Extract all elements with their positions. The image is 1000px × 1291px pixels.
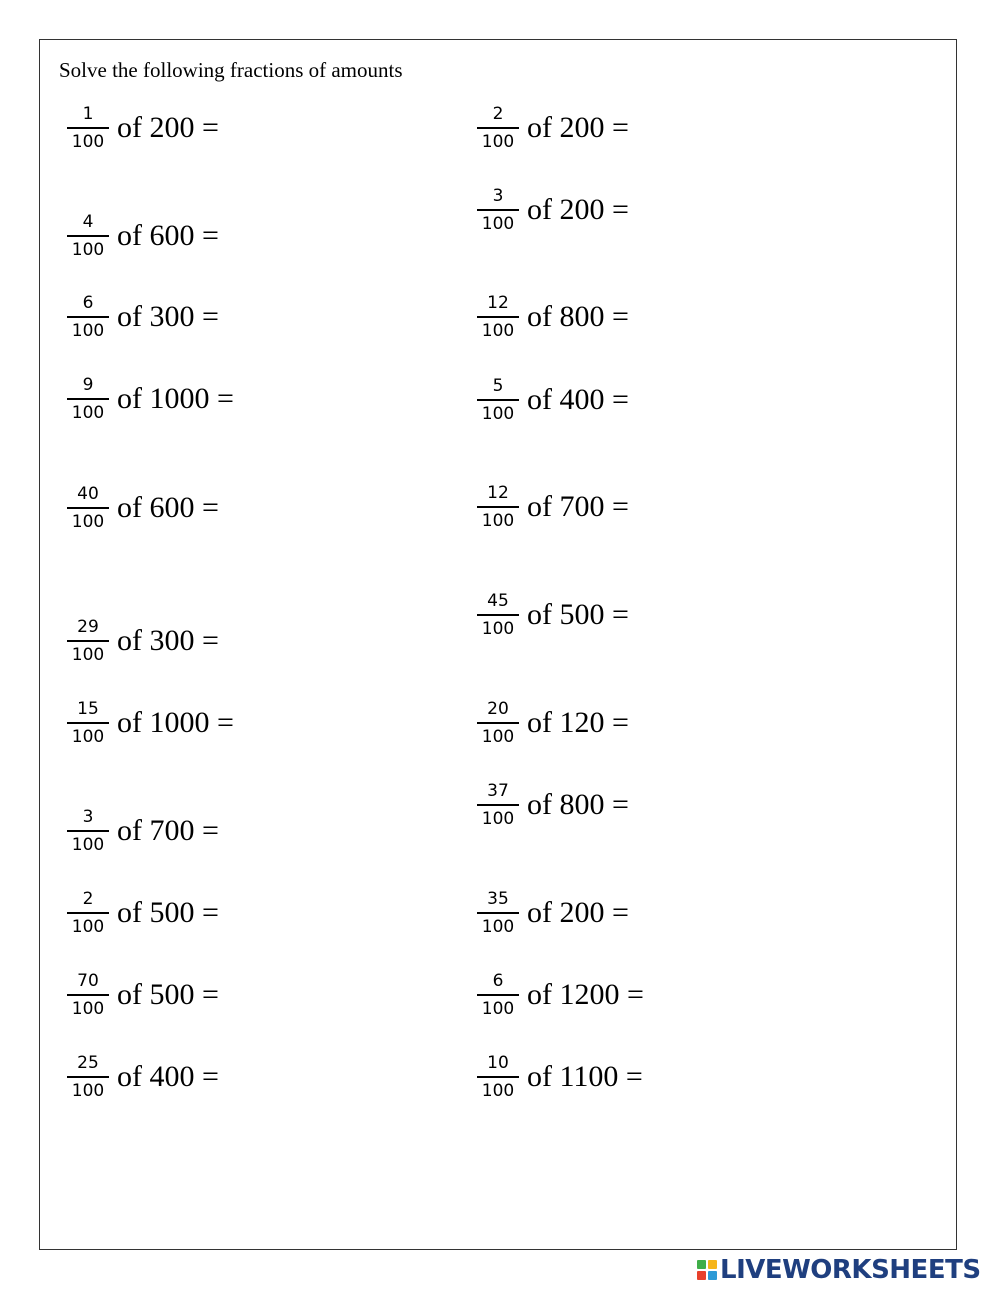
fraction: [477, 1052, 519, 1101]
problem-right-7: [477, 691, 629, 755]
problem-text: of 1100 =: [527, 1060, 643, 1093]
problem-left-4: [67, 367, 234, 431]
fraction: [477, 888, 519, 937]
denominator: 100: [481, 916, 515, 937]
instructions: Solve the following fractions of amounts: [59, 58, 403, 82]
numerator: 1: [82, 103, 94, 124]
numerator: 2: [492, 103, 504, 124]
problem-left-5: [67, 476, 219, 540]
numerator: 35: [487, 888, 509, 909]
numerator: 5: [492, 375, 504, 396]
problem-text: of 500 =: [527, 598, 629, 631]
denominator: 100: [71, 402, 105, 423]
numerator: 37: [487, 780, 509, 801]
problem-right-1: [477, 96, 629, 160]
numerator: 6: [492, 970, 504, 991]
fraction: [67, 211, 109, 260]
problem-left-9: [67, 881, 219, 945]
denominator: 100: [481, 618, 515, 639]
numerator: 29: [77, 616, 99, 637]
problem-text: of 1000 =: [117, 706, 234, 739]
problem-text: of 800 =: [527, 788, 629, 821]
fraction: [477, 185, 519, 234]
numerator: 12: [487, 292, 509, 313]
problem-left-1: [67, 96, 219, 160]
numerator: 20: [487, 698, 509, 719]
problem-left-3: [67, 285, 219, 349]
problem-text: of 300 =: [117, 300, 219, 333]
denominator: 100: [71, 644, 105, 665]
numerator: 12: [487, 482, 509, 503]
fraction: [67, 616, 109, 665]
problem-text: of 400 =: [527, 383, 629, 416]
problem-text: of 400 =: [117, 1060, 219, 1093]
fraction: [67, 103, 109, 152]
problem-text: of 800 =: [527, 300, 629, 333]
fraction: [67, 374, 109, 423]
problem-left-11: [67, 1045, 219, 1109]
problem-text: of 500 =: [117, 896, 219, 929]
denominator: 100: [481, 131, 515, 152]
fraction: [67, 483, 109, 532]
fraction: [477, 375, 519, 424]
problem-right-9: [477, 881, 629, 945]
problem-right-11: [477, 1045, 643, 1109]
numerator: 4: [82, 211, 94, 232]
numerator: 25: [77, 1052, 99, 1073]
denominator: 100: [71, 916, 105, 937]
problem-text: of 120 =: [527, 706, 629, 739]
problem-left-2: [67, 204, 219, 268]
denominator: 100: [71, 131, 105, 152]
problem-text: of 1000 =: [117, 382, 234, 415]
problem-text: of 300 =: [117, 624, 219, 657]
problem-text: of 200 =: [527, 896, 629, 929]
logo-square-red: [697, 1271, 706, 1280]
problem-left-8: [67, 799, 219, 863]
numerator: 6: [82, 292, 94, 313]
problem-text: of 1200 =: [527, 978, 644, 1011]
numerator: 3: [492, 185, 504, 206]
problem-left-6: [67, 609, 219, 673]
fraction: [67, 806, 109, 855]
liveworksheets-logo: [697, 1256, 981, 1284]
problem-text: of 700 =: [117, 814, 219, 847]
numerator: 40: [77, 483, 99, 504]
denominator: 100: [481, 403, 515, 424]
problem-left-7: [67, 691, 234, 755]
fraction: [67, 698, 109, 747]
fraction: [67, 888, 109, 937]
fraction: [477, 698, 519, 747]
denominator: 100: [481, 1080, 515, 1101]
denominator: 100: [71, 320, 105, 341]
denominator: 100: [481, 213, 515, 234]
denominator: 100: [71, 1080, 105, 1101]
liveworksheets-logo-icon: [697, 1260, 717, 1280]
denominator: 100: [71, 726, 105, 747]
fraction: [477, 103, 519, 152]
fraction: [67, 292, 109, 341]
problem-right-5: [477, 475, 629, 539]
problem-text: of 200 =: [527, 111, 629, 144]
problem-text: of 500 =: [117, 978, 219, 1011]
problem-text: of 700 =: [527, 490, 629, 523]
denominator: 100: [71, 834, 105, 855]
fraction: [67, 970, 109, 1019]
denominator: 100: [71, 511, 105, 532]
denominator: 100: [71, 239, 105, 260]
problem-right-3: [477, 285, 629, 349]
problem-text: of 600 =: [117, 219, 219, 252]
numerator: 2: [82, 888, 94, 909]
denominator: 100: [481, 998, 515, 1019]
numerator: 70: [77, 970, 99, 991]
numerator: 3: [82, 806, 94, 827]
denominator: 100: [481, 320, 515, 341]
denominator: 100: [481, 808, 515, 829]
fraction: [477, 292, 519, 341]
problem-text: of 200 =: [117, 111, 219, 144]
numerator: 15: [77, 698, 99, 719]
numerator: 10: [487, 1052, 509, 1073]
numerator: 45: [487, 590, 509, 611]
logo-square-blue: [708, 1271, 717, 1280]
logo-square-green: [697, 1260, 706, 1269]
problem-right-4: [477, 368, 629, 432]
fraction: [477, 482, 519, 531]
fraction: [67, 1052, 109, 1101]
fraction: [477, 590, 519, 639]
problem-right-6: [477, 583, 629, 647]
problem-left-10: [67, 963, 219, 1027]
problem-right-10: [477, 963, 644, 1027]
logo-text: LIVEWORKSHEETS: [720, 1255, 981, 1285]
problem-text: of 600 =: [117, 491, 219, 524]
denominator: 100: [481, 726, 515, 747]
fraction: [477, 780, 519, 829]
denominator: 100: [71, 998, 105, 1019]
problem-right-8: [477, 773, 629, 837]
fraction: [477, 970, 519, 1019]
problem-right-2: [477, 178, 629, 242]
problem-text: of 200 =: [527, 193, 629, 226]
numerator: 9: [82, 374, 94, 395]
logo-square-yellow: [708, 1260, 717, 1269]
denominator: 100: [481, 510, 515, 531]
